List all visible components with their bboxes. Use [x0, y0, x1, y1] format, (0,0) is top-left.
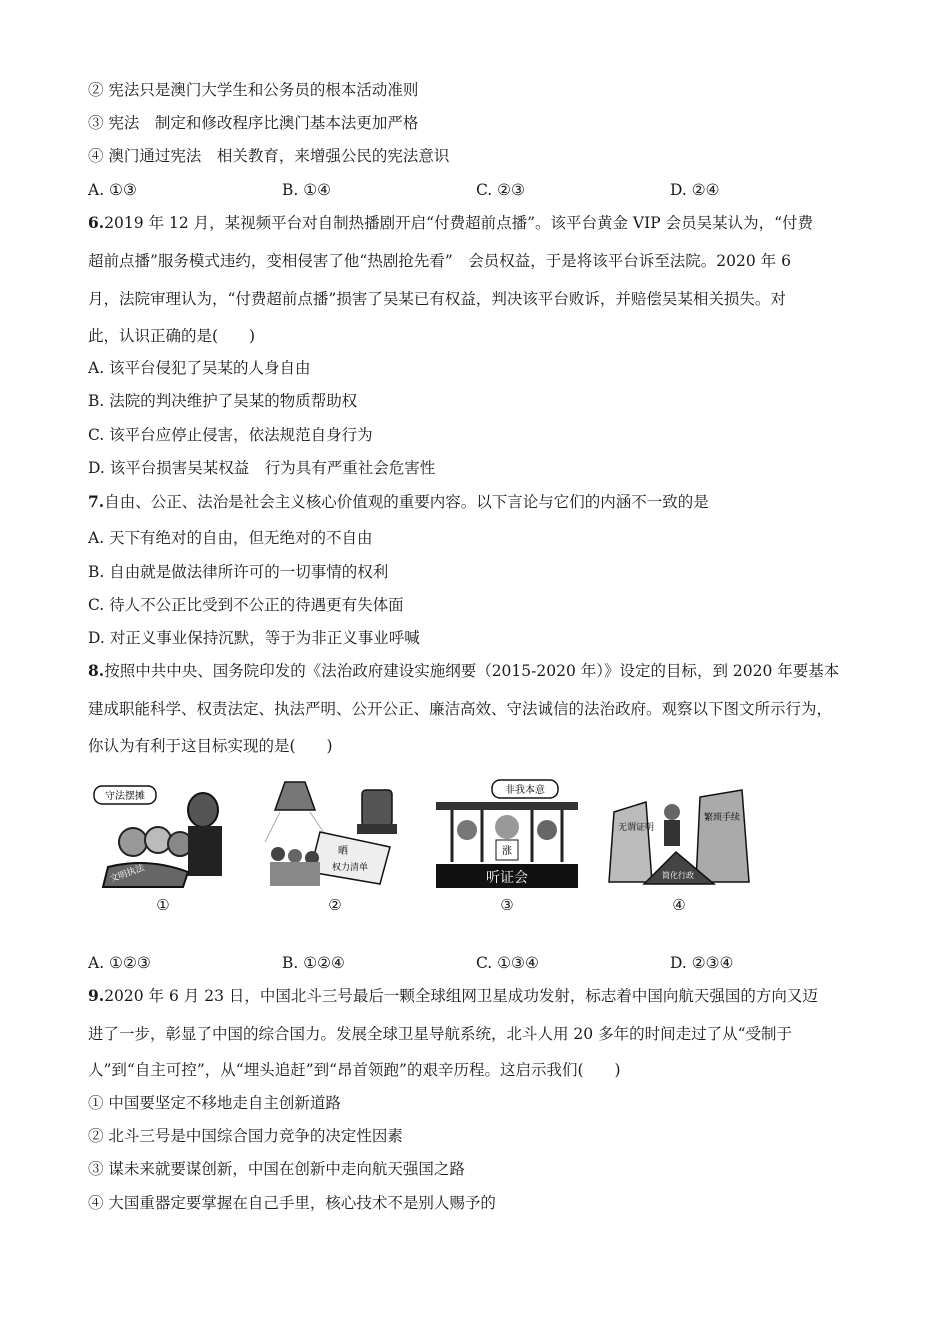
q8-stem-line-1: 8.按照中共中央、国务院印发的《法治政府建设实施纲要（2015-2020 年）》设定的目标，到 2020 年要基本 [88, 661, 840, 680]
cartoon-3 [432, 772, 582, 890]
q8-option-d[interactable]: D. ②③④ [670, 954, 734, 972]
q7-stem: 7.自由、公正、法治是社会主义核心价值观的重要内容。以下言论与它们的内涵不一致的是 [88, 492, 709, 511]
q5-option-b[interactable]: B. ①④ [282, 181, 332, 199]
cartoon-4-label-right: 繁琐手续 [704, 813, 741, 823]
cartoon-4-drawing [604, 772, 754, 890]
q7-option-d[interactable]: D. 对正义事业保持沉默，等于为非正义事业呼喊 [88, 629, 420, 647]
cartoon-4 [604, 772, 754, 890]
q6-stem-line-3: 月，法院审理认为，“付费超前点播”损害了吴某已有权益，判决该平台败诉，并赔偿吴某相关损失。对 [88, 290, 786, 308]
q5-statement-4: ④ 澳门通过宪法 相关教育，来增强公民的宪法意识 [88, 147, 450, 165]
cartoon-2-label-list: 权力清单 [332, 863, 369, 873]
q9-number: 9. [88, 986, 105, 1005]
cartoon-4-label-left: 无谓证明 [618, 823, 655, 833]
cartoon-4-caption: ④ [672, 896, 686, 914]
q5-option-a[interactable]: A. ①③ [88, 181, 137, 199]
q7-number: 7. [88, 492, 105, 511]
q6-option-a[interactable]: A. 该平台侵犯了吴某的人身自由 [88, 359, 311, 377]
q7-option-b[interactable]: B. 自由就是做法律所许可的一切事情的权利 [88, 563, 389, 581]
q8-option-c[interactable]: C. ①③④ [476, 954, 539, 972]
q9-statement-2: ② 北斗三号是中国综合国力竞争的决定性因素 [88, 1127, 403, 1145]
cartoon-1-label-top: 守法摆摊 [105, 791, 145, 802]
cartoon-3-label-bubble: 非我本意 [505, 785, 545, 796]
q9-stem-line-1: 9.2020 年 6 月 23 日，中国北斗三号最后一颗全球组网卫星成功发射，标志着中国向航天强国的方向又迈 [88, 986, 818, 1005]
cartoon-2-drawing [260, 772, 410, 890]
q9-statement-3: ③ 谋未来就要谋创新，中国在创新中走向航天强国之路 [88, 1160, 465, 1178]
q5-statement-2: ② 宪法只是澳门大学生和公务员的根本活动准则 [88, 81, 419, 99]
q8-option-a[interactable]: A. ①②③ [88, 954, 151, 972]
q6-option-c[interactable]: C. 该平台应停止侵害，依法规范自身行为 [88, 426, 373, 444]
q5-option-c[interactable]: C. ②③ [476, 181, 525, 199]
q9-stem-line-2: 进了一步，彰显了中国的综合国力。发展全球卫星导航系统，北斗人用 20 多年的时间走过了从“受制于 [88, 1025, 793, 1043]
cartoon-1-label-bottom: 文明执法 [108, 863, 146, 885]
q7-option-c[interactable]: C. 待人不公正比受到不公正的待遇更有失体面 [88, 596, 404, 614]
q9-stem-line-3: 人”到“自主可控”，从“埋头追赶”到“昂首领跑”的艰辛历程。这启示我们( ) [88, 1061, 621, 1079]
cartoon-2-label-stamp: 晒 [338, 846, 348, 857]
cartoon-3-label-board: 听证会 [486, 870, 528, 886]
cartoon-4-label-road: 简化行政 [662, 871, 694, 880]
q6-stem-line-4: 此，认识正确的是( ) [88, 327, 256, 345]
cartoon-3-caption: ③ [500, 896, 514, 914]
q5-statement-3: ③ 宪法 制定和修改程序比澳门基本法更加严格 [88, 114, 419, 132]
q9-statement-4: ④ 大国重器定要掌握在自己手里，核心技术不是别人赐予的 [88, 1194, 496, 1212]
cartoon-3-drawing [432, 772, 582, 890]
q8-stem-line-2: 建成职能科学、权责法定、执法严明、公开公正、廉洁高效、守法诚信的法治政府。观察以下图文所示行为， [88, 700, 833, 718]
q5-option-d[interactable]: D. ②④ [670, 181, 720, 199]
cartoon-2 [260, 772, 410, 890]
cartoon-3-label-sign: 涨 [502, 846, 512, 857]
q9-statement-1: ① 中国要坚定不移地走自主创新道路 [88, 1094, 341, 1112]
q6-option-d[interactable]: D. 该平台损害吴某权益 行为具有严重社会危害性 [88, 459, 436, 477]
cartoon-1-caption: ① [156, 896, 170, 914]
cartoon-1 [88, 772, 238, 890]
q8-option-b[interactable]: B. ①②④ [282, 954, 345, 972]
q8-stem-line-3: 你认为有利于这目标实现的是( ) [88, 737, 333, 755]
q8-cartoon-strip [88, 772, 768, 918]
q7-option-a[interactable]: A. 天下有绝对的自由，但无绝对的不自由 [88, 529, 373, 547]
q8-number: 8. [88, 661, 105, 680]
cartoon-1-drawing [88, 772, 238, 890]
q6-number: 6. [88, 213, 105, 232]
q6-stem-line-2: 超前点播”服务模式违约，变相侵害了他“热剧抢先看” 会员权益，于是将该平台诉至法院。2020 年 6 [88, 252, 791, 270]
q6-stem-line-1: 6.2019 年 12 月，某视频平台对自制热播剧开启“付费超前点播”。该平台黄金 VIP 会员吴某认为，“付费 [88, 213, 814, 232]
q6-option-b[interactable]: B. 法院的判决维护了吴某的物质帮助权 [88, 392, 358, 410]
cartoon-2-caption: ② [328, 896, 342, 914]
